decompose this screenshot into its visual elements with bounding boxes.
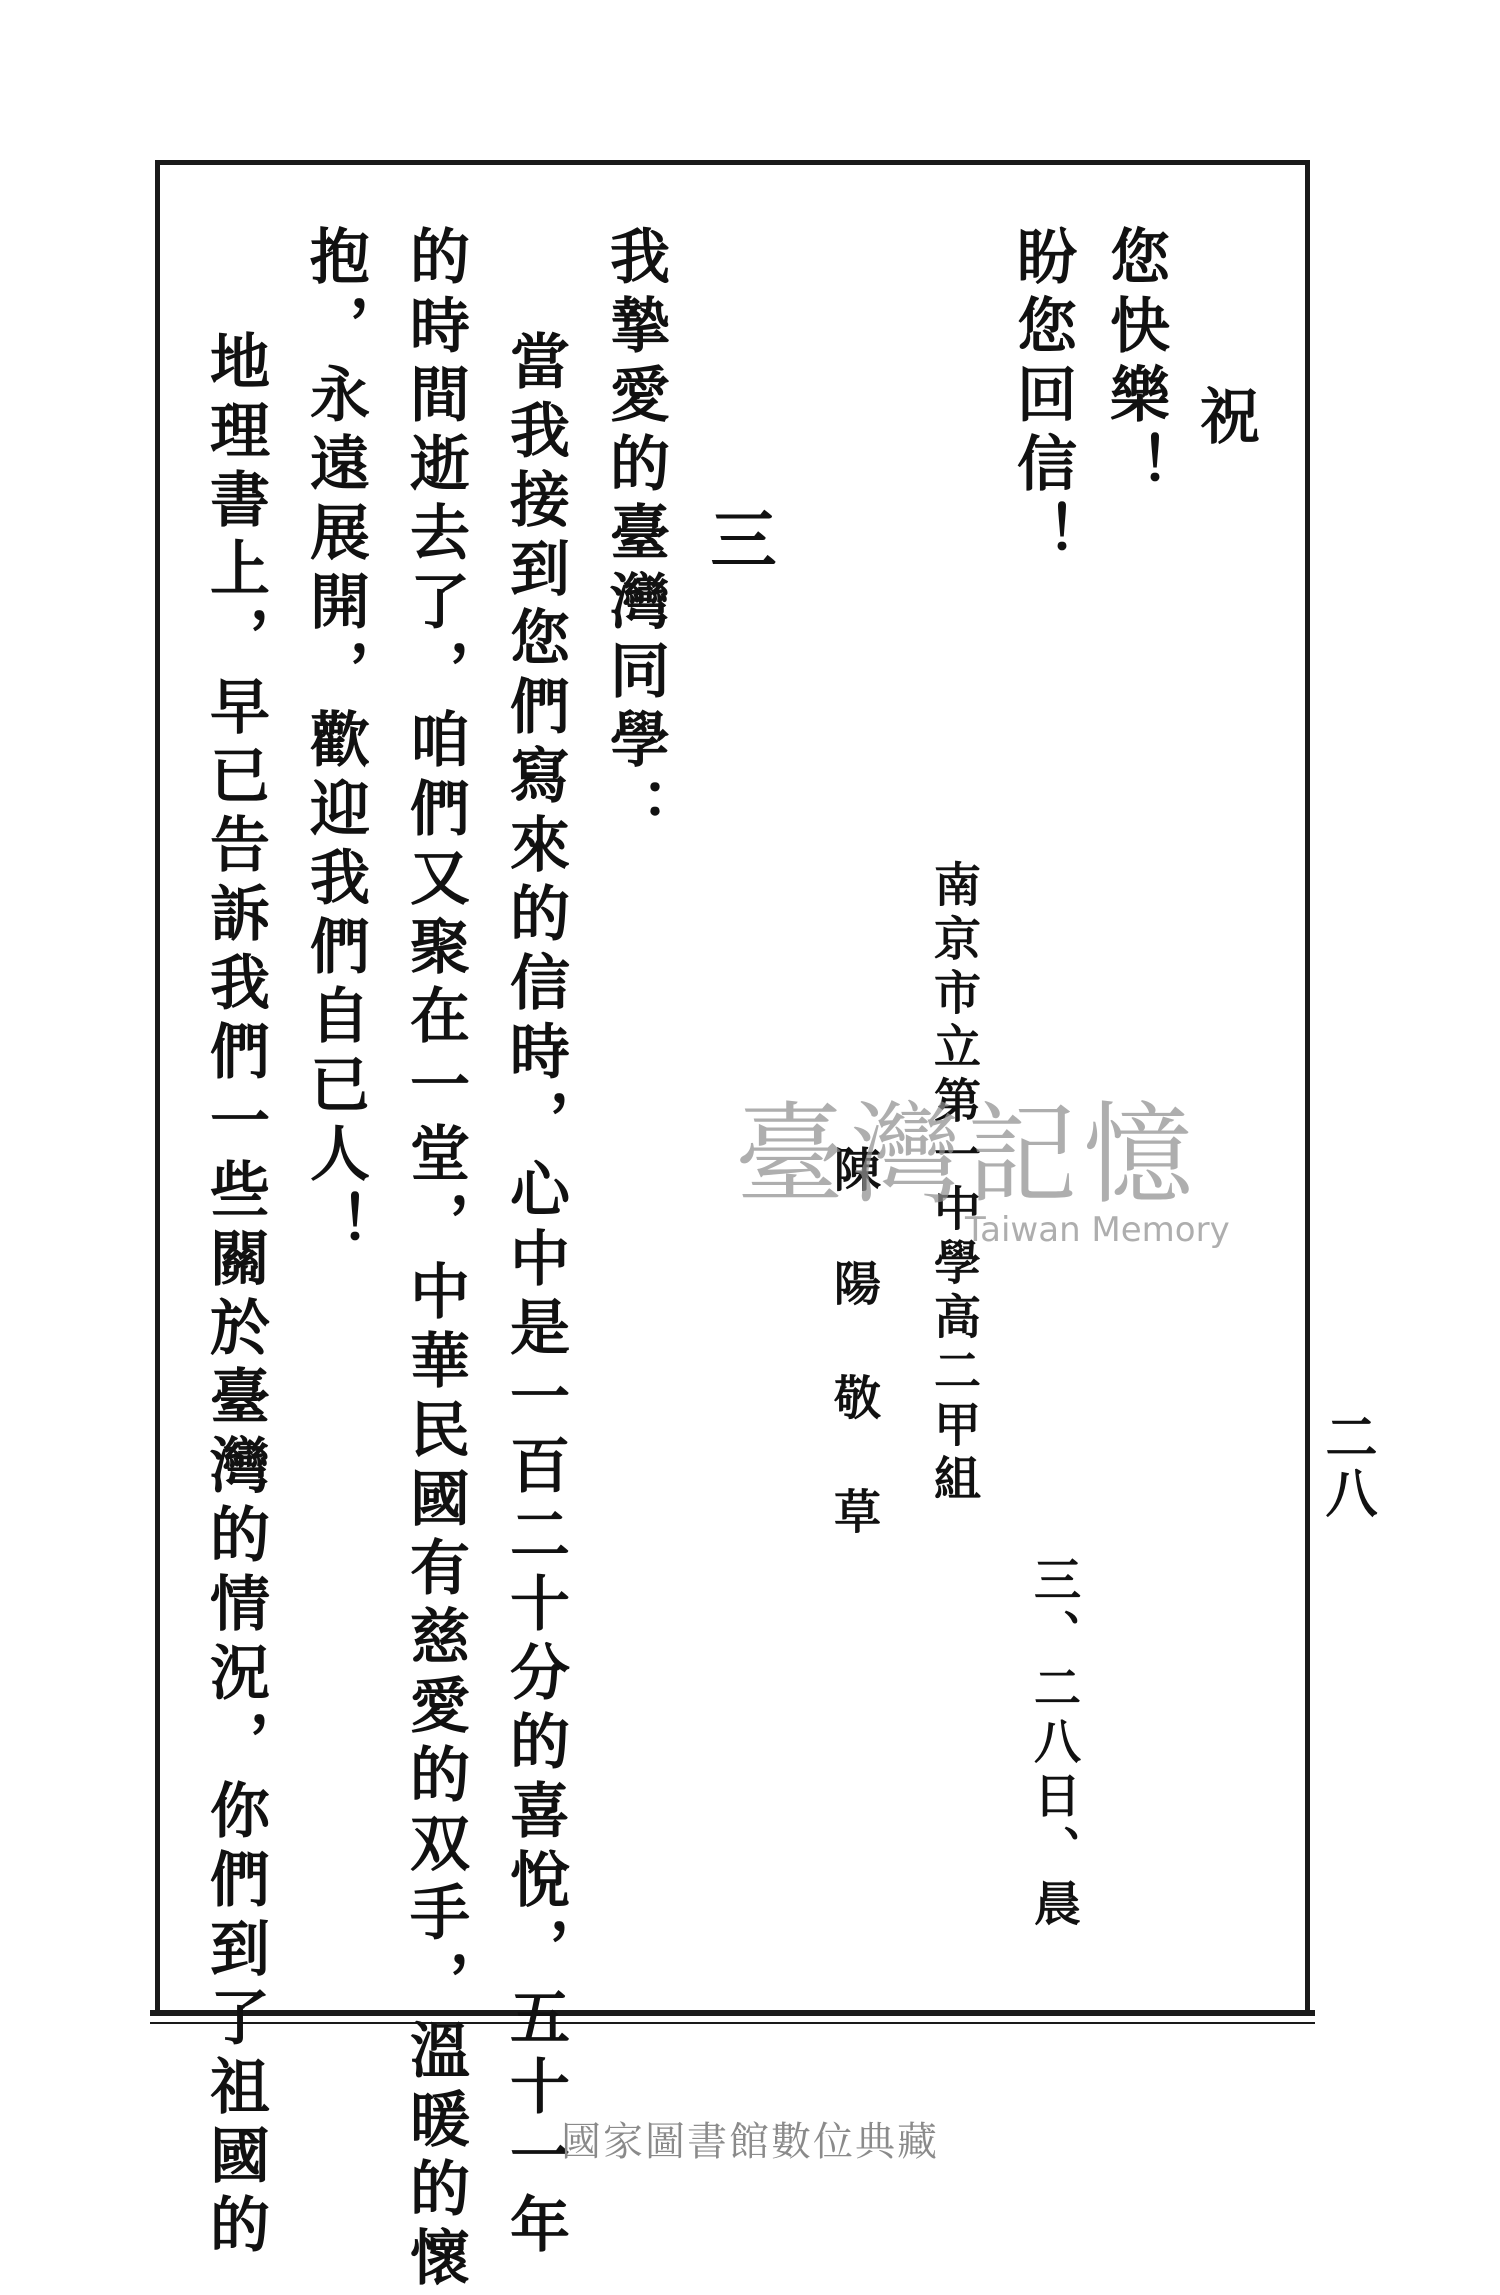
signature: 陳 陽 敬 草 [826, 1145, 881, 1544]
school-name: 南京市立第一中學高二甲組 [926, 860, 981, 1508]
bottom-rule-thin [150, 2022, 1315, 2024]
greeting: 我摯愛的臺灣同學： [600, 225, 670, 846]
request-line: 盼您回信！ [1007, 225, 1077, 570]
wish-line: 您快樂！ [1100, 225, 1170, 501]
bottom-rule [150, 2010, 1315, 2016]
page-number: 二八 [1316, 1410, 1377, 1522]
watermark-english: Taiwan Memory [965, 1210, 1230, 1250]
body-line-1: 當我接到您們寫來的信時，心中是一百二十分的喜悅，五十一年 [500, 330, 570, 2262]
body-line-2: 的時間逝去了，咱們又聚在一堂，中華民國有慈愛的双手，溫暖的懷 [400, 225, 470, 2295]
body-line-4: 地理書上，早已告訴我們一些關於臺灣的情況，你們到了祖國的 [200, 330, 270, 2262]
watermark-chinese: 臺灣記憶 [735, 1091, 1199, 1219]
body-line-3: 抱，永遠展開，歡迎我們自已人！ [300, 225, 370, 1260]
letter-date: 三、二八日、晨 [1026, 1555, 1081, 1933]
footer-credit: 國家圖書館數位典藏 [561, 2119, 939, 2165]
section-heading: 三 [699, 505, 777, 571]
salutation: 祝 [1190, 385, 1260, 454]
